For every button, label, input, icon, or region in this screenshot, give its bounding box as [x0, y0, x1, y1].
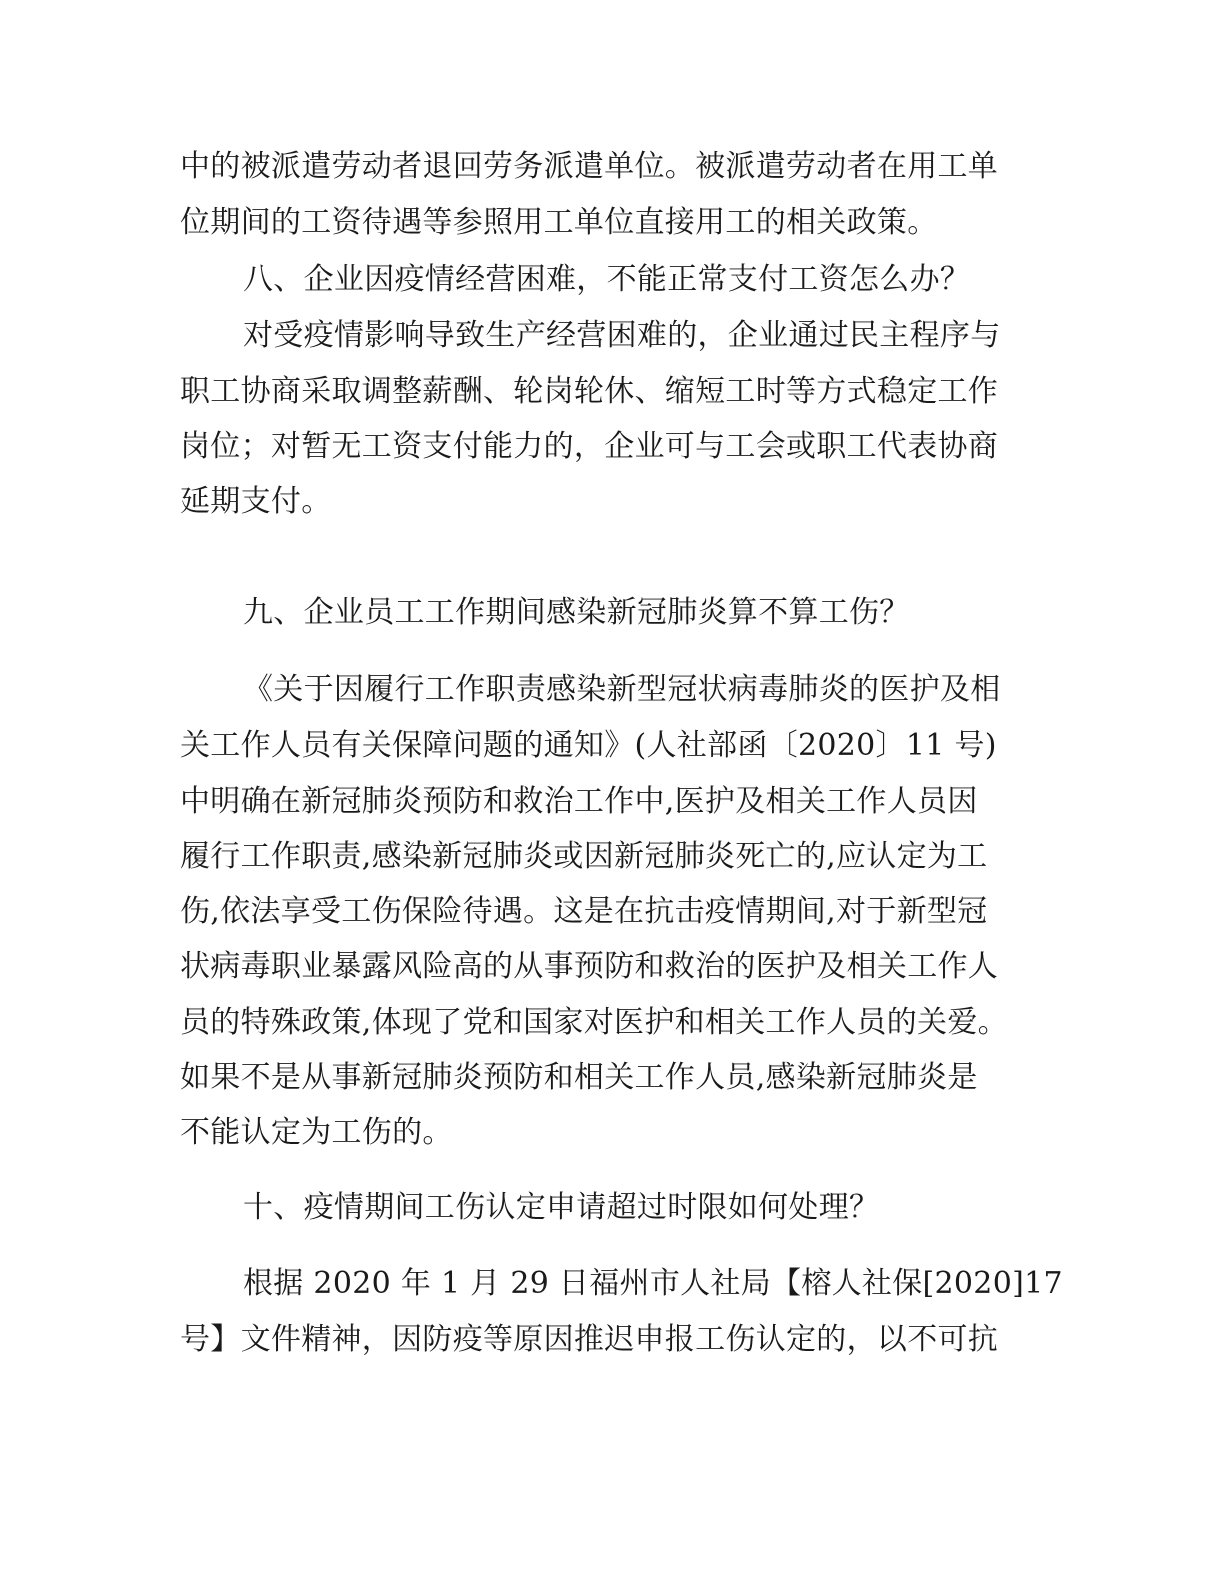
section-heading-8: 八、企业因疫情经营困难，不能正常支付工资怎么办？: [243, 262, 971, 297]
text-line: 对受疫情影响导致生产经营困难的，企业通过民主程序与: [243, 318, 1001, 353]
text-line: 中的被派遣劳动者退回劳务派遣单位。被派遣劳动者在用工单: [180, 149, 999, 184]
text-line: 伤,依法享受工伤保险待遇。这是在抗击疫情期间,对于新型冠: [180, 894, 988, 929]
text-line: 延期支付。: [180, 484, 332, 519]
text-line: 如果不是从事新冠肺炎预防和相关工作人员,感染新冠肺炎是: [180, 1060, 978, 1095]
text-line: 履行工作职责,感染新冠肺炎或因新冠肺炎死亡的,应认定为工: [180, 839, 988, 874]
text-line: 不能认定为工伤的。: [180, 1115, 453, 1150]
text-line: 根据 2020 年 1 月 29 日福州市人社局【榕人社保[2020]17: [243, 1266, 1063, 1301]
text-line: 中明确在新冠肺炎预防和救治工作中,医护及相关工作人员因: [180, 784, 978, 819]
text-line: 状病毒职业暴露风险高的从事预防和救治的医护及相关工作人: [180, 949, 999, 984]
section-heading-10: 十、疫情期间工伤认定申请超过时限如何处理？: [243, 1190, 880, 1225]
text-line: 员的特殊政策,体现了党和国家对医护和相关工作人员的关爱。: [180, 1005, 1008, 1040]
text-line: 职工协商采取调整薪酬、轮岗轮休、缩短工时等方式稳定工作: [180, 374, 999, 409]
text-line: 岗位；对暂无工资支付能力的，企业可与工会或职工代表协商: [180, 429, 999, 464]
text-line: 关工作人员有关保障问题的通知》(人社部函〔2020〕11 号): [180, 728, 997, 763]
text-line: 位期间的工资待遇等参照用工单位直接用工的相关政策。: [180, 205, 938, 240]
text-line: 号】文件精神，因防疫等原因推迟申报工伤认定的，以不可抗: [180, 1322, 999, 1357]
text-line: 《关于因履行工作职责感染新型冠状病毒肺炎的医护及相: [243, 672, 1001, 707]
section-heading-9: 九、企业员工工作期间感染新冠肺炎算不算工伤？: [243, 595, 910, 630]
